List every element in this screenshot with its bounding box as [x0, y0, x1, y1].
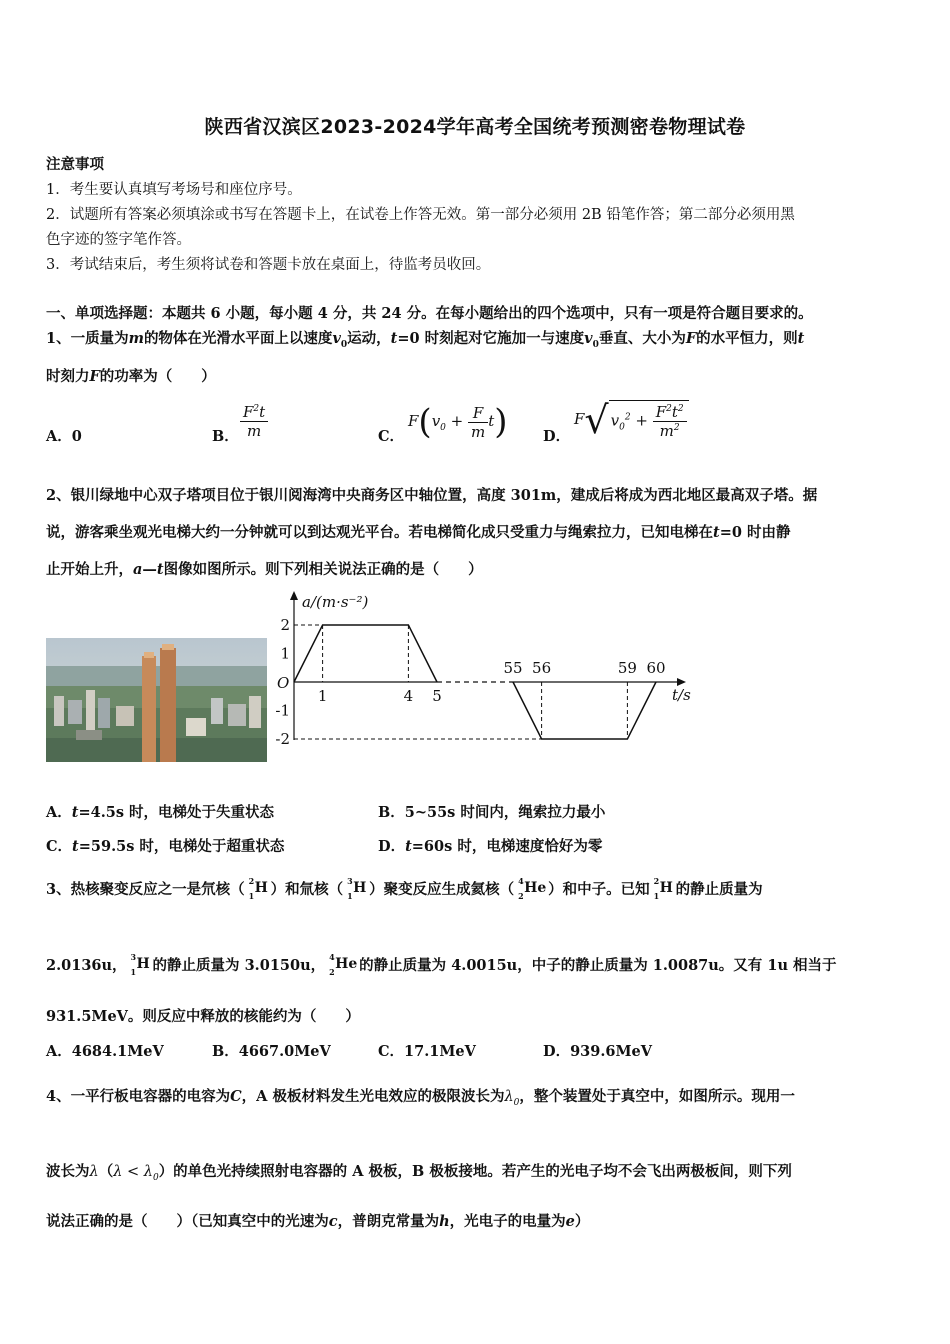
x-tick-label: 59	[617, 659, 637, 677]
notice-item-3: 3．考试结束后，考生须将试卷和答题卡放在桌面上，待监考员收回。	[46, 257, 491, 273]
page-title: 陕西省汉滨区2023-2024学年高考全国统考预测密卷物理试卷	[204, 116, 746, 138]
question-1-line-1: 1、一质量为m的物体在光滑水平面上以速度$v_0$运动，t=0 时刻起对它施加一与速度$v_0$垂直、大小为F的水平恒力，则t	[46, 330, 805, 350]
data-series-decelerate	[513, 682, 656, 739]
y-tick-label: -1	[275, 701, 290, 720]
x-tick-label: 4	[403, 687, 414, 705]
section-heading: 一、单项选择题：本题共 6 小题，每小题 4 分，共 24 分。在每小题给出的四个选项中，只有一项是符合题目要求的。	[46, 305, 813, 322]
notice-item-2-cont: 色字迹的签字笔作答。	[46, 232, 191, 248]
q2-option-a: A．t=4.5s 时，电梯处于失重状态	[46, 804, 275, 821]
q1-option-d-label: D．	[543, 428, 571, 445]
q3-option-c: C．17.1MeV	[378, 1043, 476, 1060]
question-4-line-1: 4、一平行板电容器的电容为C，A 极板材料发生光电效应的极限波长为$\lambda_0$，整个装置处于真空中，如图所示。现用一	[46, 1088, 795, 1108]
notice-heading: 注意事项	[46, 156, 104, 173]
q2-option-c: C．t=59.5s 时，电梯处于超重状态	[46, 838, 285, 855]
y-axis-arrow	[290, 591, 298, 600]
x-tick-label: 1	[317, 687, 328, 705]
twin-towers-photo	[46, 638, 267, 762]
q2-option-d: D．t=60s 时，电梯速度恰好为零	[378, 838, 603, 855]
q3-option-b: B．4667.0MeV	[212, 1043, 331, 1060]
q1-option-c-label: C．	[378, 428, 405, 445]
question-4-line-2: 波长为$\lambda(\lambda < \lambda_0)$的单色光持续照射电容器的 A 极板，B 极板接地。若产生的光电子均不会飞出两极板间，则下列	[46, 1163, 792, 1183]
a-t-graph	[272, 588, 702, 758]
x-tick-label: 5	[432, 687, 442, 705]
question-2-line-3: 止开始上升，a—t图像如图所示。则下列相关说法正确的是（ ）	[46, 561, 483, 578]
question-2-line-2: 说，游客乘坐观光电梯大约一分钟就可以到达观光平台。若电梯简化成只受重力与绳索拉力，已知电梯在t=0 时由静	[46, 524, 791, 541]
notice-item-2: 2．试题所有答案必须填涂或书写在答题卡上，在试卷上作答无效。第一部分必须用 2B 铅笔作答；第二部分必须用黑	[46, 207, 795, 223]
origin-label: O	[277, 674, 290, 692]
x-axis-arrow	[677, 678, 686, 686]
y-axis-label: a/(m·s⁻²)	[302, 593, 369, 611]
x-tick-label: 60	[646, 659, 666, 677]
q1-option-a: A．0	[46, 428, 82, 445]
x-tick-label: 55	[503, 659, 523, 677]
question-3-line-2: 2.0136u， 3 1 H 的静止质量为 3.0150u， 4 2 He 的静止质量为 4.0015u，中子的静止质量为 1.0087u。又有 1u 相当于	[46, 952, 837, 977]
q1-option-b-formula: $\frac{F^2t}{m}$	[240, 403, 268, 440]
question-3-line-3: 931.5MeV。则反应中释放的核能约为（ ）	[46, 1008, 360, 1025]
notice-item-1: 1．考生要认真填写考场号和座位序号。	[46, 182, 302, 198]
q1-option-b-label: B．	[212, 428, 239, 445]
q3-option-a: A．4684.1MeV	[46, 1043, 164, 1060]
q3-option-d: D．939.6MeV	[543, 1043, 653, 1060]
question-4-line-3: 说法正确的是（ ）（已知真空中的光速为c，普朗克常量为h，光电子的电量为e）	[46, 1213, 590, 1230]
question-1-line-2: 时刻力F的功率为（ ）	[46, 368, 216, 385]
data-series-accelerate	[294, 625, 437, 682]
question-3-line-1: 3、热核聚变反应之一是氘核（ 2 1 H ）和氚核（ 3 1 H ）聚变反应生成氦核（ 4 2 He ）和中子。已知 2 1 H 的静止质量为	[46, 876, 763, 901]
x-tick-label: 56	[532, 659, 552, 677]
y-tick-label: 1	[280, 644, 290, 663]
q2-option-b: B．5~55s 时间内，绳索拉力最小	[378, 804, 606, 821]
x-axis-label: t/s	[672, 686, 691, 704]
y-tick-label: 2	[280, 616, 290, 634]
q1-option-c-formula: $F(v_0$ + $\frac{F}{m}$ t)	[408, 402, 508, 442]
question-2-line-1: 2、银川绿地中心双子塔项目位于银川阅海湾中央商务区中轴位置，高度 301m，建成后将成为西北地区最高双子塔。据	[46, 487, 818, 504]
y-tick-label: -2	[275, 730, 290, 748]
q1-option-d-formula: F√ $v_0^2$ + $\frac{F^2t^2}{m^2}$	[574, 398, 689, 442]
